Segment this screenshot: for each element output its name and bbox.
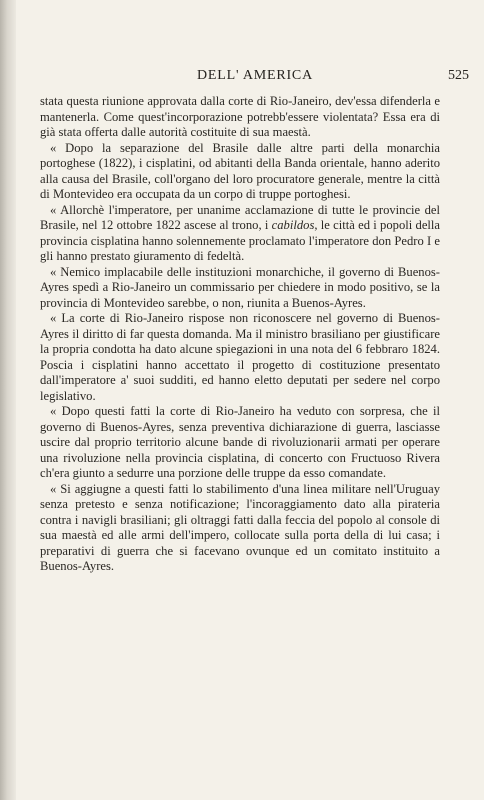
page-number: 525 [448, 68, 469, 83]
book-page [40, 68, 470, 575]
italic-term: cabildos [271, 218, 315, 232]
body-text [40, 94, 440, 575]
paragraph: « Si aggiugne a questi fatti lo stabilimento d'una linea militare nell'Uruguay senza pretesto e senza notificazione; l'incoraggiamento dato alla pirateria contra i navigli brasiliani; gli oltraggi fatti dalla feccia del popolo al console di sua maestà ed alle armi dell'impero, collocate sulla porta della di lui casa; i preparativi di guerra che si facevano ovunque ed un comitato instituito a Buenos-Ayres. [40, 481, 440, 573]
running-head-title: DELL' AMERICA [197, 68, 313, 83]
paragraph-text: « Allorchè l'imperatore, per unanime acclamazione di tutte le provincie del Brasile, nel 12 ottobre 1822 ascese al trono, i [40, 202, 440, 232]
running-head [40, 68, 470, 86]
paragraph: « La corte di Rio-Janeiro rispose non riconoscere nel governo di Buenos-Ayres il diritto di far questa domanda. Ma il ministro brasiliano per giustificare la propria condotta ha dato alcune spiegazioni in una nota del 6 febbraro 1824. Poscia i cisplatini hanno accettato il progetto di costituzione presentato dall'imperatore a' suoi sudditi, ed hanno eletto deputati per sedere nel corpo legislativo. [40, 311, 440, 403]
paragraph: « Dopo questi fatti la corte di Rio-Janeiro ha veduto con sorpresa, che il governo di Buenos-Ayres, senza preventiva dichiarazione di guerra, lasciasse uscire dal proprio territorio alcune bande di rivoluzionarii armati per operare una rivoluzione nella provincia cisplatina, di concerto con Fructuoso Rivera ch'era giunto a sedurre una porzione delle truppe da esso comandate. [40, 404, 440, 480]
paragraph [40, 203, 440, 265]
paragraph: « Dopo la separazione del Brasile dalle altre parti della monarchia portoghese (1822), i cisplatini, od abitanti della Banda orientale, hanno aderito alla causa del Brasile, coll'organo del loro procuratore generale, mentre la città di Montevideo era occupata da un corpo di truppe portoghesi. [40, 140, 440, 201]
paragraph: « Nemico implacabile delle instituzioni monarchiche, il governo di Buenos-Ayres spedì a Rio-Janeiro un commissario per chiedere in modo positivo, se la provincia di Montevideo sarebbe, o non, riunita a Buenos-Ayres. [40, 264, 440, 310]
paragraph: stata questa riunione approvata dalla corte di Rio-Janeiro, dev'essa difenderla e mantenerla. Come quest'incorporazione potrebb'essere violentata? Essa era di già stata offerta dalle autorità costituite di sua maestà. [40, 94, 440, 139]
paragraph-text: , le città ed i popoli della provincia cisplatina hanno solennemente proclamato l'imperatore don Pedro I e gli hanno prestato giuramento di fedeltà. [40, 218, 440, 263]
page-binding-shadow [0, 0, 16, 800]
